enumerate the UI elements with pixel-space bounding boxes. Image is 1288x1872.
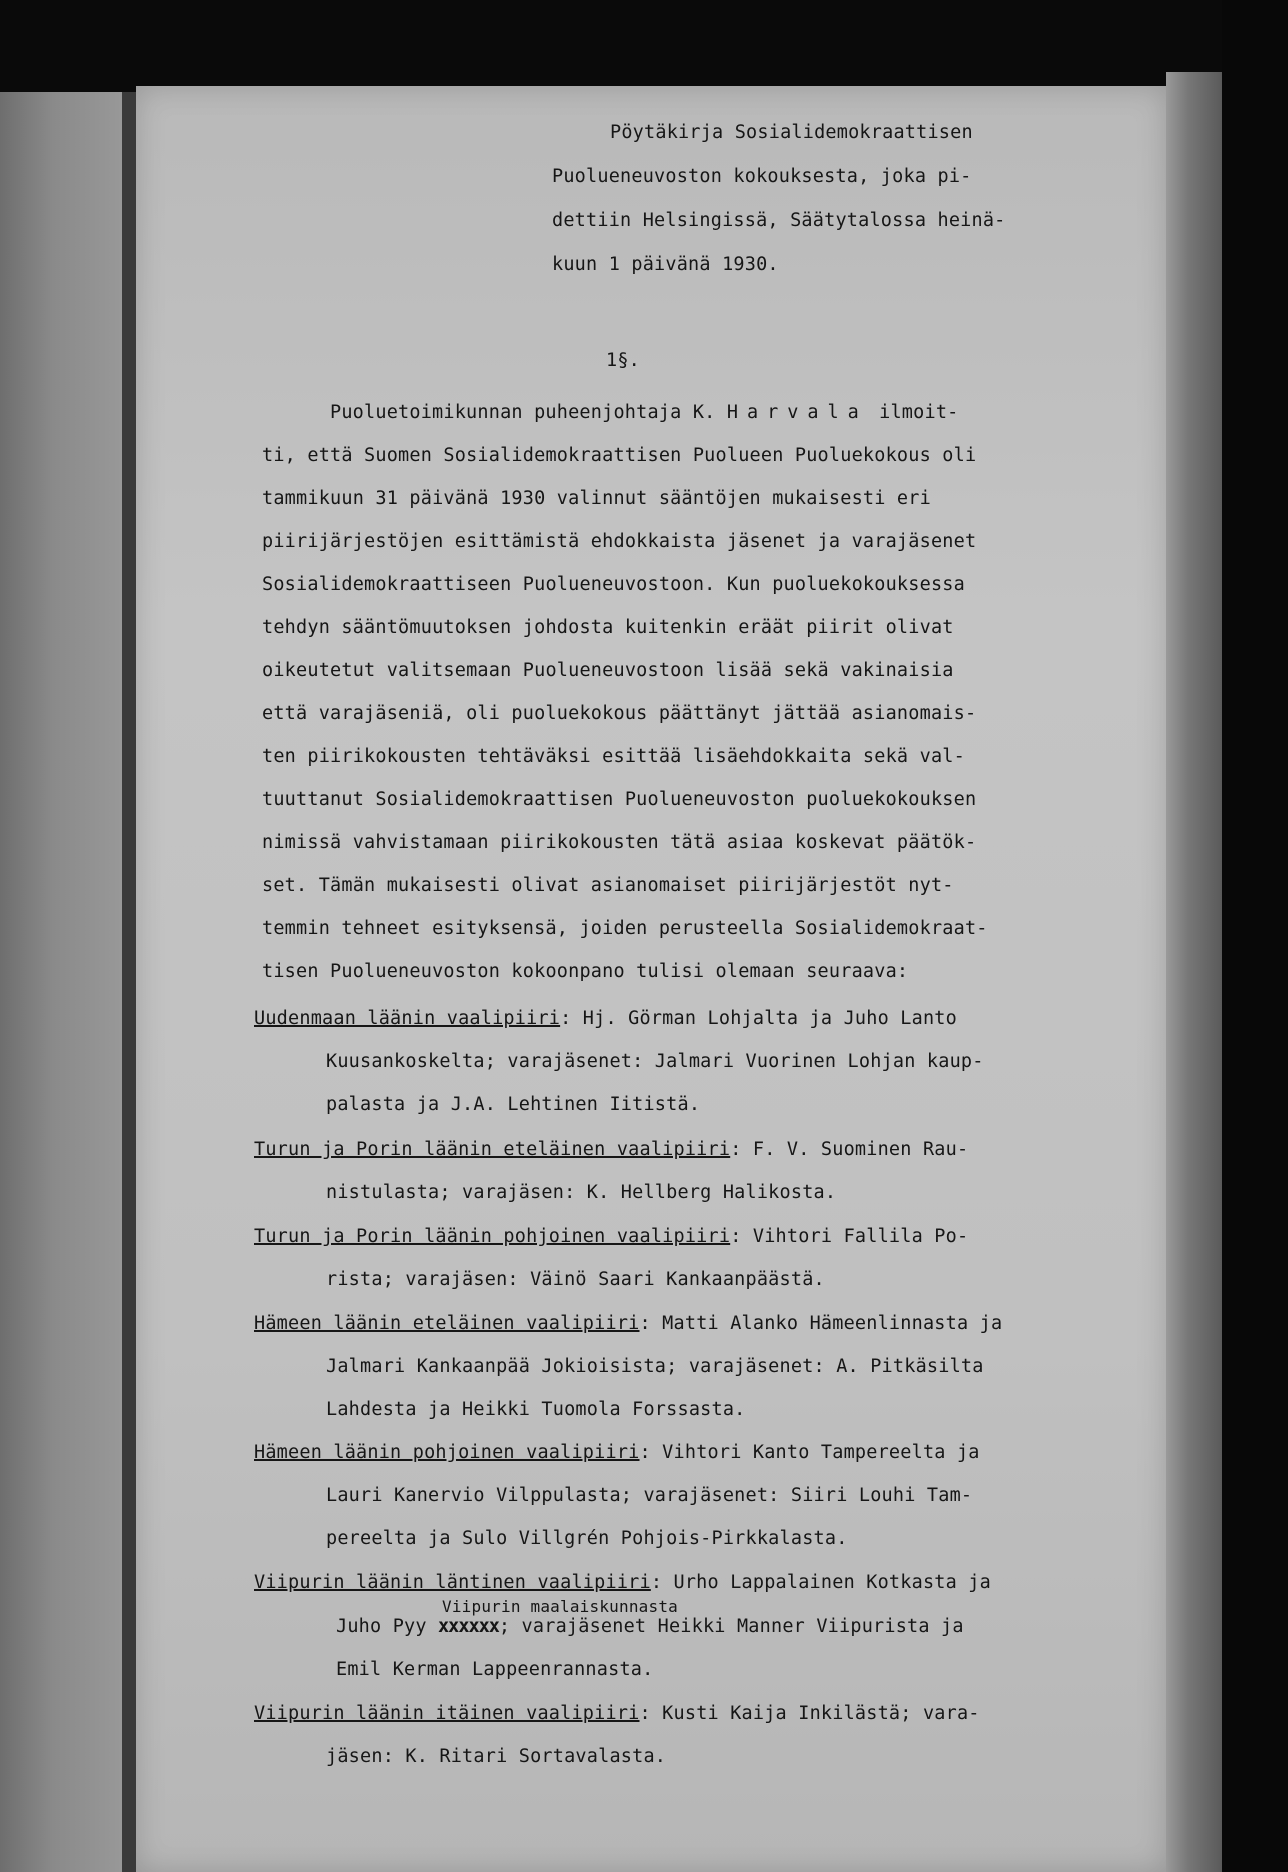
chair-name: Harvala bbox=[726, 402, 868, 423]
district-hame-south-line-3: Lahdesta ja Heikki Tuomola Forssasta. bbox=[326, 1399, 746, 1420]
district-title: Viipurin läänin itäinen vaalipiiri bbox=[254, 1703, 640, 1724]
body-line-4: piirijärjestöjen esittämistä ehdokkaista jäsenet ja varajäsenet bbox=[262, 531, 977, 552]
district-hame-north bbox=[254, 1444, 980, 1463]
body-line-13: temmin tehneet esityksensä, joiden perusteella Sosialidemokraat- bbox=[262, 918, 988, 939]
header-line-4: kuun 1 päivänä 1930. bbox=[552, 254, 779, 275]
binding-edge bbox=[1166, 72, 1222, 1872]
district-title: Hämeen läänin pohjoinen vaalipiiri bbox=[254, 1442, 640, 1463]
district-uusimaa-line-3: palasta ja J.A. Lehtinen Iitistä. bbox=[326, 1094, 701, 1115]
district-hame-north-line-2: Lauri Kanervio Vilppulasta; varajäsenet: Siiri Louhi Tam- bbox=[326, 1485, 973, 1506]
district-hame-south-line-2: Jalmari Kankaanpää Jokioisista; varajäsenet: A. Pitkäsilta bbox=[326, 1356, 984, 1377]
district-viipuri-west bbox=[254, 1574, 991, 1593]
body-line-2: ti, että Suomen Sosialidemokraattisen Puolueen Puoluekokous oli bbox=[262, 445, 977, 466]
member-name: Juho Pyy bbox=[336, 1616, 439, 1637]
district-turku-north bbox=[254, 1228, 968, 1247]
district-viipuri-west-line-2 bbox=[336, 1618, 964, 1637]
district-text: : Kusti Kaija Inkilästä; vara- bbox=[639, 1703, 980, 1724]
district-title: Turun ja Porin läänin pohjoinen vaalipiiri bbox=[254, 1226, 731, 1247]
body-line-7: oikeutetut valitsemaan Puolueneuvostoon lisää sekä vakinaisia bbox=[262, 660, 954, 681]
district-text: : Vihtori Kanto Tampereelta ja bbox=[639, 1442, 980, 1463]
district-title: Hämeen läänin eteläinen vaalipiiri bbox=[254, 1313, 640, 1334]
body-line-11: nimissä vahvistamaan piirikokousten tätä asiaa koskevat päätök- bbox=[262, 832, 977, 853]
body-line-5: Sosialidemokraattiseen Puolueneuvostoon. Kun puoluekokouksessa bbox=[262, 574, 965, 595]
body-line-1a: Puoluetoimikunnan puheenjohtaja K. bbox=[330, 402, 727, 423]
body-line-1 bbox=[330, 404, 959, 423]
district-turku-south bbox=[254, 1141, 968, 1160]
district-title: Viipurin läänin läntinen vaalipiiri bbox=[254, 1572, 651, 1593]
district-text: : Vihtori Fallila Po- bbox=[730, 1226, 969, 1247]
facing-page-strip bbox=[0, 92, 132, 1872]
header-line-1: Pöytäkirja Sosialidemokraattisen bbox=[610, 122, 973, 143]
struck-out-text: xxxxxx bbox=[438, 1616, 499, 1637]
district-text: : F. V. Suominen Rau- bbox=[730, 1139, 969, 1160]
body-line-14: tisen Puolueneuvoston kokoonpano tulisi olemaan seuraava: bbox=[262, 961, 909, 982]
district-title: Turun ja Porin läänin eteläinen vaalipiiri bbox=[254, 1139, 731, 1160]
district-text: : Urho Lappalainen Kotkasta ja bbox=[650, 1572, 991, 1593]
section-number: 1§. bbox=[606, 350, 641, 371]
scan-border-right bbox=[1222, 0, 1288, 1872]
header-line-2: Puolueneuvoston kokouksesta, joka pi- bbox=[552, 166, 972, 187]
header-line-3: dettiin Helsingissä, Säätytalossa heinä- bbox=[552, 210, 1006, 231]
district-hame-south bbox=[254, 1315, 1002, 1334]
body-line-3: tammikuun 31 päivänä 1930 valinnut sääntöjen mukaisesti eri bbox=[262, 488, 931, 509]
district-text: : Matti Alanko Hämeenlinnasta ja bbox=[639, 1313, 1003, 1334]
district-viipuri-east-line-2: jäsen: K. Ritari Sortavalasta. bbox=[326, 1746, 667, 1767]
scan-border-top bbox=[0, 0, 1288, 80]
district-text: ; varajäsenet Heikki Manner Viipurista ja bbox=[498, 1616, 964, 1637]
district-viipuri-west-insert: Viipurin maalaiskunnasta bbox=[442, 1597, 678, 1616]
body-line-10: tuuttanut Sosialidemokraattisen Puolueneuvoston puoluekokouksen bbox=[262, 789, 977, 810]
district-turku-south-line-2: nistulasta; varajäsen: K. Hellberg Halikosta. bbox=[326, 1182, 837, 1203]
body-line-12: set. Tämän mukaisesti olivat asianomaiset piirijärjestöt nyt- bbox=[262, 875, 954, 896]
district-text: : Hj. Görman Lohjalta ja Juho Lanto bbox=[560, 1008, 957, 1029]
district-viipuri-east bbox=[254, 1705, 980, 1724]
district-turku-north-line-2: rista; varajäsen: Väinö Saari Kankaanpäästä. bbox=[326, 1269, 825, 1290]
district-viipuri-west-line-3: Emil Kerman Lappeenrannasta. bbox=[336, 1659, 654, 1680]
body-line-8: että varajäseniä, oli puoluekokous päättänyt jättää asianomais- bbox=[262, 703, 977, 724]
district-uusimaa-line-2: Kuusankoskelta; varajäsenet: Jalmari Vuorinen Lohjan kaup- bbox=[326, 1051, 984, 1072]
district-hame-north-line-3: pereelta ja Sulo Villgrén Pohjois-Pirkkalasta. bbox=[326, 1528, 848, 1549]
district-uusimaa bbox=[254, 1010, 957, 1029]
district-title: Uudenmaan läänin vaalipiiri bbox=[254, 1008, 561, 1029]
body-line-6: tehdyn sääntömuutoksen johdosta kuitenkin eräät piirit olivat bbox=[262, 617, 954, 638]
body-line-9: ten piirikokousten tehtäväksi esittää lisäehdokkaita sekä val- bbox=[262, 746, 965, 767]
body-line-1b: ilmoit- bbox=[867, 402, 959, 423]
